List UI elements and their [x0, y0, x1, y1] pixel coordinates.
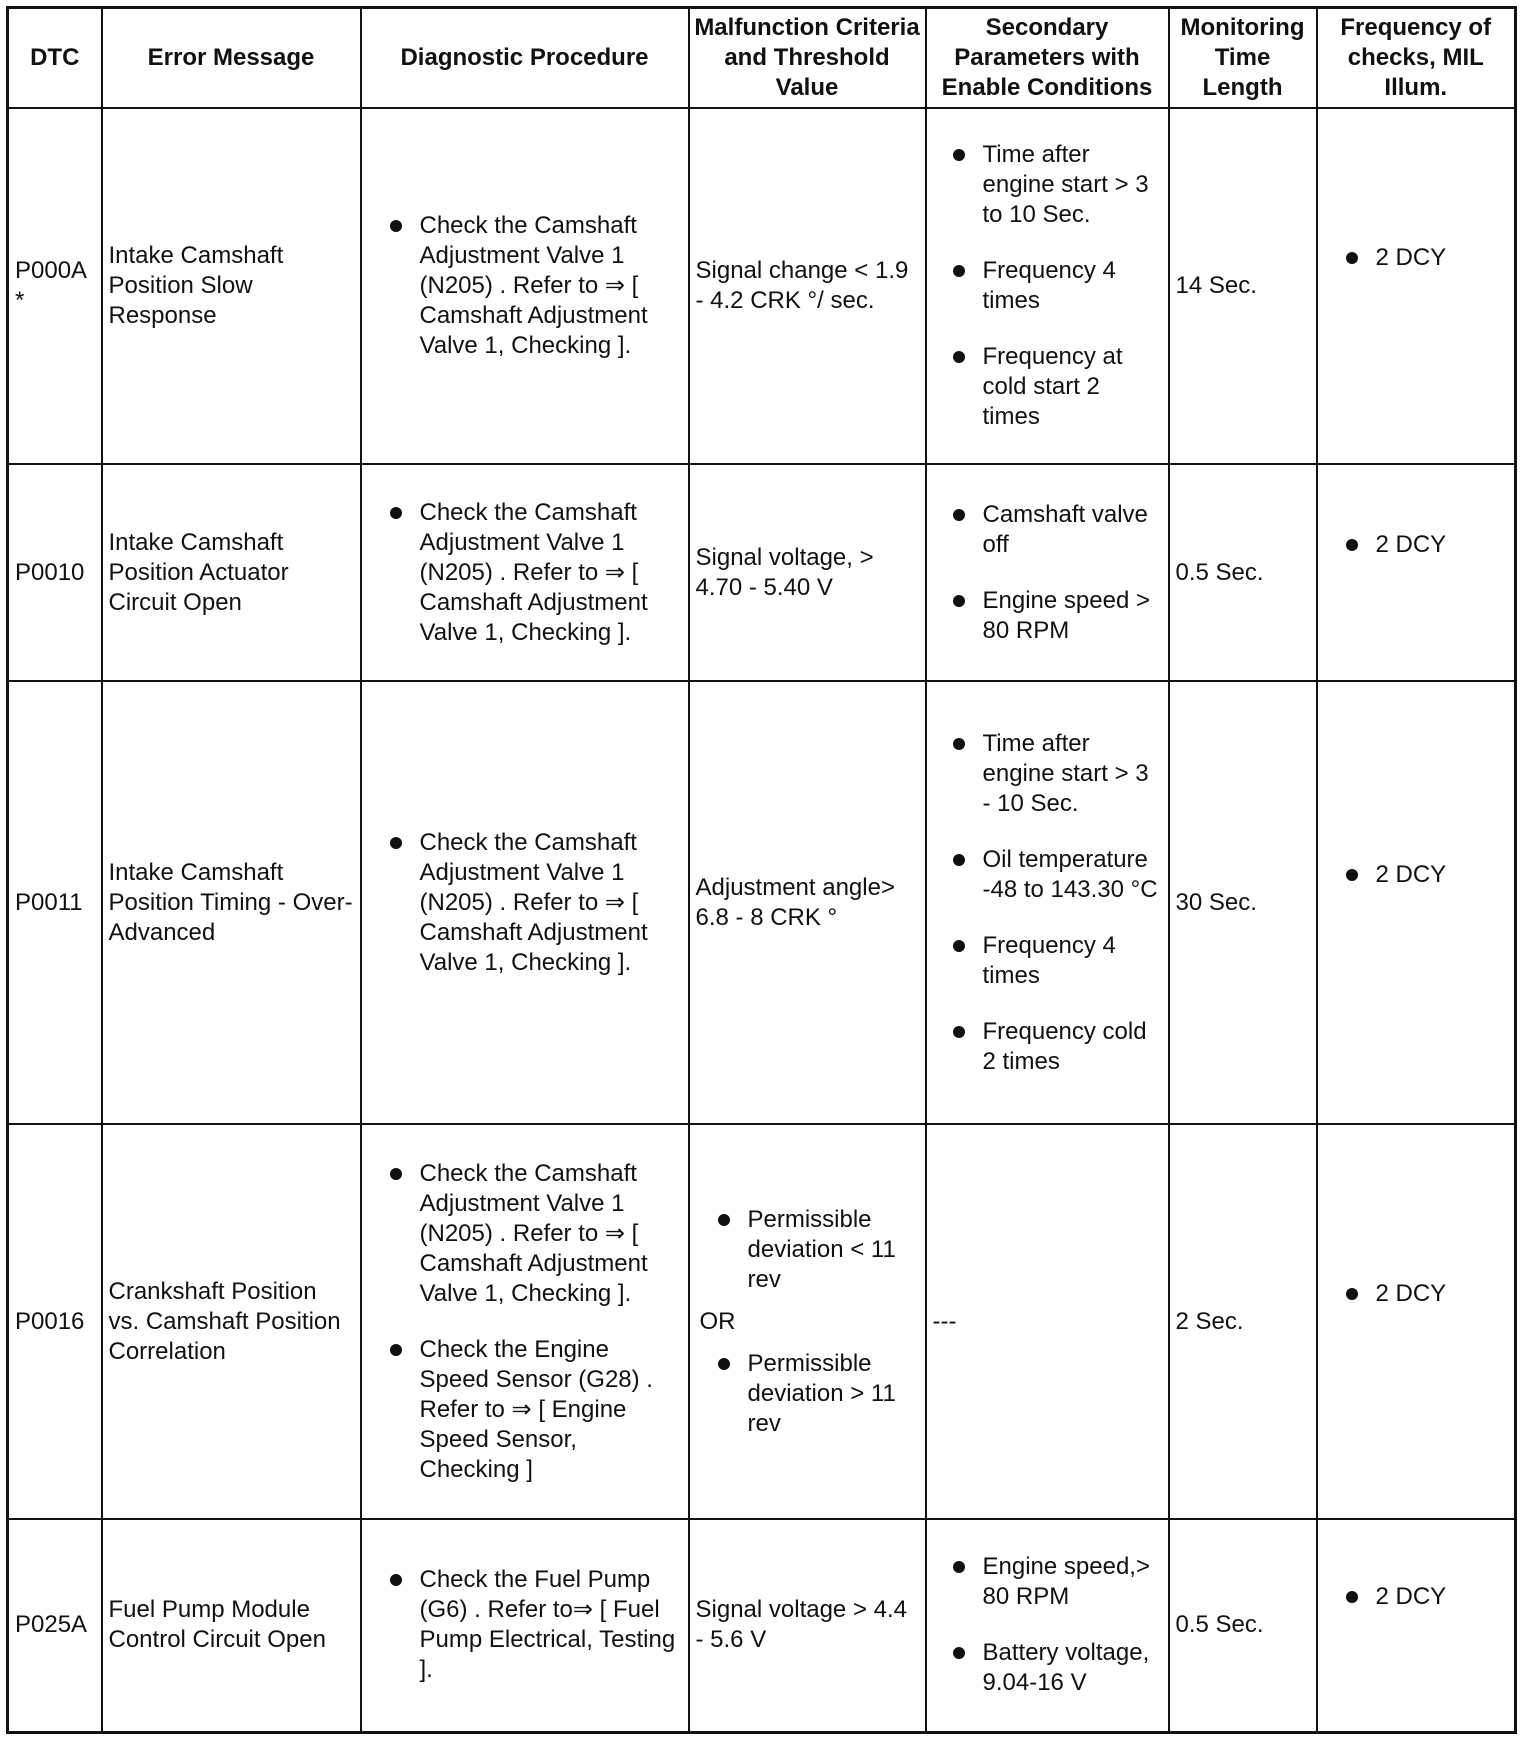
- monitoring-time: 0.5 Sec.: [1169, 1519, 1317, 1732]
- header-dtc: DTC: [8, 8, 102, 109]
- header-diagnostic-procedure: Diagnostic Procedure: [361, 8, 689, 109]
- error-message: Intake Camshaft Position Slow Response: [102, 108, 361, 464]
- diagnostic-step: Check the Engine Speed Sensor (G28) . Refer to ⇒ [ Engine Speed Sensor, Checking ]: [368, 1335, 682, 1485]
- monitoring-time: 14 Sec.: [1169, 108, 1317, 464]
- table-row: [8, 681, 1516, 1124]
- diagnostic-procedure: [361, 1124, 689, 1519]
- frequency-mil: [1317, 681, 1516, 1124]
- malfunction-criteria: Signal change < 1.9 - 4.2 CRK °/ sec.: [689, 108, 926, 464]
- monitoring-time: 2 Sec.: [1169, 1124, 1317, 1519]
- diagnostic-step: Check the Camshaft Adjustment Valve 1 (N205) . Refer to ⇒ [ Camshaft Adjustment Valve 1, Checking ].: [368, 211, 682, 361]
- table-row: [8, 1519, 1516, 1732]
- frequency-mil: [1317, 108, 1516, 464]
- frequency-value: 2 DCY: [1324, 860, 1509, 890]
- header-row: [8, 8, 1516, 109]
- malfunction-condition: Permissible deviation < 11 rev: [696, 1205, 919, 1295]
- diagnostic-procedure: [361, 108, 689, 464]
- secondary-parameters: [926, 1519, 1169, 1732]
- frequency-mil: [1317, 1124, 1516, 1519]
- frequency-value: 2 DCY: [1324, 1582, 1509, 1612]
- secondary-parameters: ---: [926, 1124, 1169, 1519]
- header-secondary-parameters: Secondary Parameters with Enable Conditions: [926, 8, 1169, 109]
- secondary-parameter: Frequency 4 times: [933, 256, 1162, 316]
- error-message: Intake Camshaft Position Timing - Over-Advanced: [102, 681, 361, 1124]
- secondary-parameter: Frequency at cold start 2 times: [933, 342, 1162, 432]
- malfunction-criteria: Adjustment angle> 6.8 - 8 CRK °: [689, 681, 926, 1124]
- secondary-parameter: Frequency cold 2 times: [933, 1017, 1162, 1077]
- frequency-mil: [1317, 464, 1516, 681]
- diagnostic-step: Check the Camshaft Adjustment Valve 1 (N205) . Refer to ⇒ [ Camshaft Adjustment Valve 1, Checking ].: [368, 1159, 682, 1309]
- frequency-value: 2 DCY: [1324, 243, 1509, 273]
- error-message: Fuel Pump Module Control Circuit Open: [102, 1519, 361, 1732]
- table-row: [8, 108, 1516, 464]
- monitoring-time: 0.5 Sec.: [1169, 464, 1317, 681]
- secondary-parameter: Frequency 4 times: [933, 931, 1162, 991]
- frequency-value: 2 DCY: [1324, 1279, 1509, 1309]
- error-message: Intake Camshaft Position Actuator Circuit Open: [102, 464, 361, 681]
- error-message: Crankshaft Position vs. Camshaft Position Correlation: [102, 1124, 361, 1519]
- secondary-parameter: Battery voltage, 9.04-16 V: [933, 1638, 1162, 1698]
- dtc-code: P000A *: [8, 108, 102, 464]
- secondary-parameter: Oil temperature -48 to 143.30 °C: [933, 845, 1162, 905]
- secondary-parameter: Engine speed,> 80 RPM: [933, 1552, 1162, 1612]
- dtc-code: P0011: [8, 681, 102, 1124]
- malfunction-criteria: Signal voltage > 4.4 - 5.6 V: [689, 1519, 926, 1732]
- frequency-mil: [1317, 1519, 1516, 1732]
- dtc-code: P025A: [8, 1519, 102, 1732]
- frequency-value: 2 DCY: [1324, 530, 1509, 560]
- malfunction-condition: Permissible deviation > 11 rev: [696, 1349, 919, 1439]
- header-malfunction-criteria: Malfunction Criteria and Threshold Value: [689, 8, 926, 109]
- diagnostic-procedure: [361, 681, 689, 1124]
- table-row: [8, 464, 1516, 681]
- table-row: [8, 1124, 1516, 1519]
- secondary-parameter: Camshaft valve off: [933, 500, 1162, 560]
- header-error-message: Error Message: [102, 8, 361, 109]
- or-separator: OR: [699, 1307, 736, 1335]
- secondary-parameters: [926, 464, 1169, 681]
- secondary-parameters: [926, 108, 1169, 464]
- diagnostic-step: Check the Fuel Pump (G6) . Refer to⇒ [ Fuel Pump Electrical, Testing ].: [368, 1565, 682, 1685]
- secondary-parameter: Time after engine start > 3 - 10 Sec.: [933, 729, 1162, 819]
- diagnostic-step: Check the Camshaft Adjustment Valve 1 (N205) . Refer to ⇒ [ Camshaft Adjustment Valve 1, Checking ].: [368, 498, 682, 648]
- diagnostic-procedure: [361, 1519, 689, 1732]
- dtc-code: P0016: [8, 1124, 102, 1519]
- header-frequency-mil: Frequency of checks, MIL Illum.: [1317, 8, 1516, 109]
- secondary-parameter: Engine speed > 80 RPM: [933, 586, 1162, 646]
- diagnostic-step: Check the Camshaft Adjustment Valve 1 (N205) . Refer to ⇒ [ Camshaft Adjustment Valve 1, Checking ].: [368, 828, 682, 978]
- dtc-code: P0010: [8, 464, 102, 681]
- dtc-table: [6, 6, 1517, 1734]
- secondary-parameters: [926, 681, 1169, 1124]
- monitoring-time: 30 Sec.: [1169, 681, 1317, 1124]
- malfunction-criteria: [689, 1124, 926, 1519]
- diagnostic-procedure: [361, 464, 689, 681]
- header-monitoring-time: Monitoring Time Length: [1169, 8, 1317, 109]
- secondary-parameter: Time after engine start > 3 to 10 Sec.: [933, 140, 1162, 230]
- malfunction-criteria: Signal voltage, > 4.70 - 5.40 V: [689, 464, 926, 681]
